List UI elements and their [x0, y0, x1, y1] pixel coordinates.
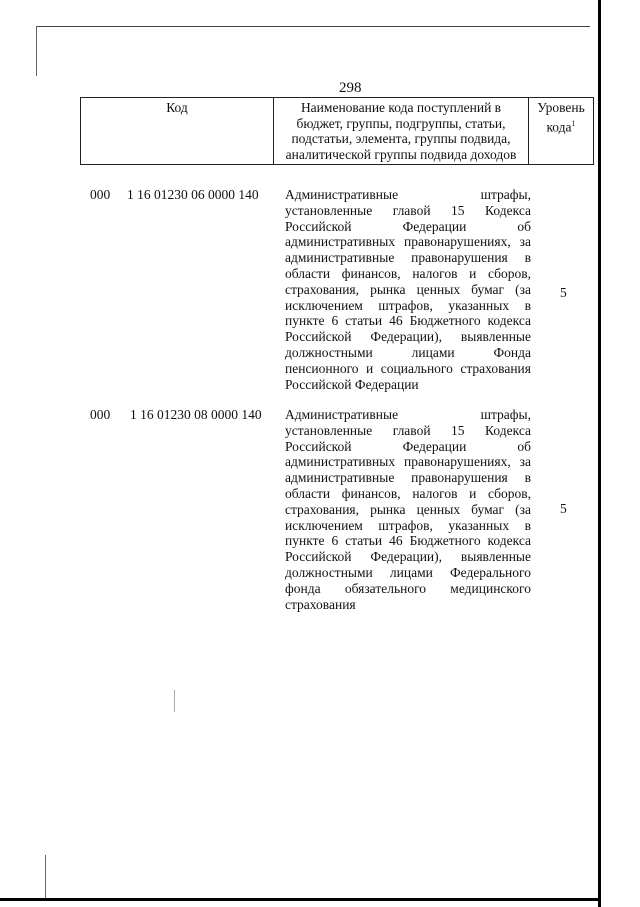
header-level-label: Уровень кода — [537, 100, 585, 134]
scan-mark — [174, 690, 175, 712]
kbk-code: 1 16 01230 08 0000 140 — [130, 407, 262, 422]
row-level: 5 — [560, 285, 567, 300]
header-level-footnote: 1 — [571, 118, 576, 128]
header-row — [81, 98, 594, 165]
scan-edge-right — [598, 0, 601, 907]
row-description: Административные штрафы, установленные главой 15 Кодекса Российской Федерации об административных правонарушениях, за административные правонарушения в области финансов, налогов и сборов, страхования, рынка ценных бумаг (за исключением штрафов, указанных в пункте 6 статьи 46 Бюджетного кодекса Российской Федерации), выявленные должностными лицами Фонда пенсионного и социального страхования Российской Федерации — [285, 187, 531, 392]
header-name-label: Наименование кода поступлений в бюджет, группы, подгруппы, статьи, подстатьи, элемента, группы подвида, аналитической группы подвида доходов — [285, 100, 517, 162]
header-name-cell — [274, 98, 529, 165]
scan-edge-bottom — [0, 898, 600, 901]
admin-code: 000 — [90, 187, 111, 202]
admin-code: 000 — [90, 407, 111, 422]
row-level: 5 — [560, 501, 567, 516]
row-description: Административные штрафы, установленные главой 15 Кодекса Российской Федерации об административных правонарушениях, за административные правонарушения в области финансов, налогов и сборов, страхования, рынка ценных бумаг (за исключением штрафов, указанных в пункте 6 статьи 46 Бюджетного кодекса Российской Федерации), выявленные должностными лицами Федерального фонда обязательного медицинского страхования — [285, 407, 531, 612]
scan-edge-left-bottom — [45, 855, 46, 900]
header-level-cell — [529, 98, 594, 165]
scan-edge-left-top — [36, 26, 37, 76]
header-code-label: Код — [166, 100, 188, 115]
kbk-code: 1 16 01230 06 0000 140 — [127, 187, 259, 202]
scan-edge-top — [36, 26, 590, 27]
header-code-cell — [81, 98, 274, 165]
header-table — [80, 97, 594, 165]
page-number: 298 — [339, 80, 362, 96]
